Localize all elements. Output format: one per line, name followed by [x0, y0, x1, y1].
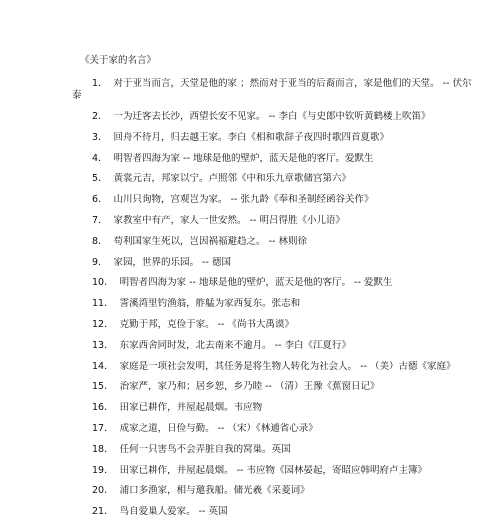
- quote-item: [0, 340, 500, 361]
- quote-text: 鸟自爱巢人爱家。 -- 英国: [119, 506, 228, 518]
- quote-number: 5．: [92, 173, 108, 185]
- quote-item: [0, 153, 500, 174]
- quote-text: 明智者四海为家 -- 地球是他的壁炉，蓝天是他的客厅。 -- 爱默生: [119, 277, 393, 289]
- quote-item: [0, 381, 500, 402]
- quote-number: 21．: [92, 506, 114, 518]
- quote-number: 12．: [92, 318, 114, 330]
- quote-item: [0, 423, 500, 444]
- quote-item: [0, 173, 500, 194]
- quote-text: 田家已耕作，井屋起晨烟。 -- 韦应物《园林晏起，寄昭应韩明府卢主簿》: [119, 464, 427, 476]
- document-title: 《关于家的名言》: [80, 55, 157, 66]
- quote-text: 任何一只害鸟不会弄脏自我的窝巢。英国: [119, 443, 291, 455]
- quote-number: 11．: [92, 298, 114, 310]
- quote-item: [0, 319, 500, 340]
- quote-text: 苟利国家生死以，岂因祸福避趋之。 -- 林则徐: [113, 235, 307, 247]
- quote-item: [0, 361, 500, 382]
- quote-item: [0, 78, 500, 111]
- quote-text-continued: 泰: [72, 90, 82, 101]
- quote-number: 14．: [92, 360, 114, 372]
- quote-text: 克勤于邦，克俭于家。 -- 《尚书大禹谟》: [119, 318, 294, 330]
- quote-item: [0, 111, 500, 132]
- quote-item: [0, 485, 500, 506]
- quote-item: [0, 132, 500, 153]
- quote-text: 家教室中有产，家人一世安然。 -- 明吕得胜《小儿语》: [113, 214, 345, 226]
- quote-item: [0, 444, 500, 465]
- quote-text: 黄裳元吉，邦家以宁。卢照邻《中和乐九章歌储宫第六》: [113, 173, 352, 185]
- quote-number: 13．: [92, 339, 114, 351]
- quote-number: 17．: [92, 422, 114, 434]
- quote-item: [0, 236, 500, 257]
- quote-item: [0, 298, 500, 319]
- quote-number: 20．: [92, 485, 114, 497]
- quote-number: 18．: [92, 443, 114, 455]
- quote-number: 6．: [92, 194, 108, 206]
- quote-text: 家园，世界的乐园。 -- 德国: [113, 256, 231, 268]
- quote-text: 治家严，家乃和；居乡恕，乡乃睦 -- （清）王豫《蕉窗日记》: [119, 381, 380, 393]
- quote-item: [0, 257, 500, 278]
- quote-list: [0, 78, 500, 527]
- quote-text: 一为迁客去长沙，西望长安不见家。 -- 李白《与史郎中钦听黄鹤楼上吹笛》: [113, 111, 431, 122]
- quote-text: 浦口多渔家，相与邀我船。储光羲《采菱词》: [119, 485, 310, 497]
- quote-item: [0, 465, 500, 486]
- quote-text: 山川只询物，宫观岂为家。 -- 张九龄《奉和圣制经函谷关作》: [113, 194, 374, 206]
- quote-text: 田家已耕作，井屋起晨烟。韦应物: [119, 402, 263, 414]
- quote-number: 16．: [92, 402, 114, 414]
- quote-number: 4．: [92, 152, 108, 164]
- quote-number: 9．: [92, 256, 108, 268]
- quote-number: 19．: [92, 464, 114, 476]
- quote-number: 8．: [92, 235, 108, 247]
- quote-text: 回舟不待月，归去越王家。李白《相和歌辞子夜四时歌四首夏歌》: [113, 131, 390, 143]
- quote-item: [0, 402, 500, 423]
- quote-text: 对于亚当而言，天堂是他的家 ；然而对于亚当的后裔而言，家是他们的天堂。 -- 伏尔: [113, 78, 472, 89]
- quote-number: 2．: [92, 111, 108, 122]
- quote-text: 东家西舍同时发，北去南来不逾月。 -- 李白《江夏行》: [119, 339, 351, 351]
- quote-number: 1．: [92, 78, 108, 89]
- quote-number: 7．: [92, 214, 108, 226]
- quote-number: 15．: [92, 381, 114, 393]
- quote-text: 成家之道，日俭与勤。 -- （宋）《林逋省心录》: [119, 422, 318, 434]
- quote-number: 3．: [92, 131, 108, 143]
- quote-text: 明智者四海为家 -- 地球是他的壁炉，蓝天是他的客厅。爱默生: [113, 152, 374, 164]
- quote-number: 10．: [92, 277, 114, 289]
- quote-item: [0, 215, 500, 236]
- quote-text: 家庭是一项社会发明，其任务是将生物人转化为社会人。 -- （美）古德《家庭》: [119, 360, 456, 372]
- quote-item: [0, 194, 500, 215]
- quote-text: 霅溪湾里钓渔翁，舴艋为家西复东。张志和: [119, 298, 301, 310]
- quote-item: [0, 277, 500, 298]
